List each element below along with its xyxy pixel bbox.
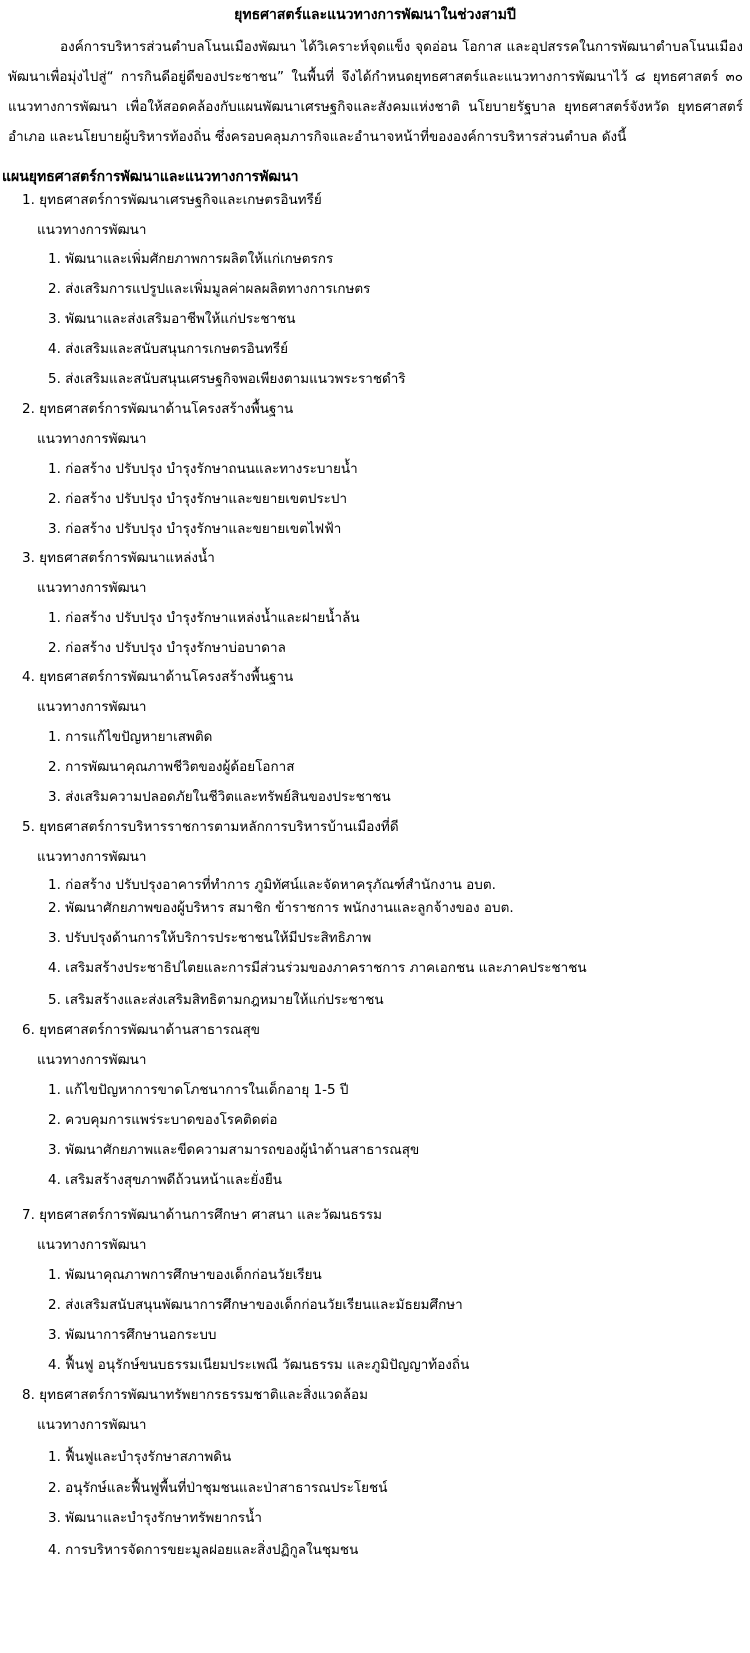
approach-item: 2. ควบคุมการแพร่ระบาดของโรคติดต่อ bbox=[48, 1112, 278, 1128]
approach-item: 2. พัฒนาศักยภาพของผู้บริหาร สมาชิก ข้าราชการ พนักงานและลูกจ้างของ อบต. bbox=[48, 900, 514, 916]
approach-item: 3. พัฒนาและส่งเสริมอาชีพให้แก่ประชาชน bbox=[48, 311, 296, 327]
approach-item: 2. ก่อสร้าง ปรับปรุง บำรุงรักษาบ่อบาดาล bbox=[48, 640, 286, 656]
approach-item: 3. พัฒนาและบำรุงรักษาทรัพยากรน้ำ bbox=[48, 1510, 262, 1526]
strategy-title: 2. ยุทธศาสตร์การพัฒนาด้านโครงสร้างพื้นฐาน bbox=[22, 401, 294, 417]
approach-label: แนวทางการพัฒนา bbox=[37, 431, 147, 447]
document-title: ยุทธศาสตร์และแนวทางการพัฒนาในช่วงสามปี bbox=[234, 7, 516, 23]
approach-label: แนวทางการพัฒนา bbox=[37, 580, 147, 596]
approach-item: 3. ส่งเสริมความปลอดภัยในชีวิตและทรัพย์สินของประชาชน bbox=[48, 789, 391, 805]
strategy-title: 6. ยุทธศาสตร์การพัฒนาด้านสาธารณสุข bbox=[22, 1022, 260, 1038]
approach-item: 5. เสริมสร้างและส่งเสริมสิทธิตามกฎหมายให้แก่ประชาชน bbox=[48, 992, 384, 1008]
approach-item: 2. ส่งเสริมการแปรูปและเพิ่มมูลค่าผลผลิตทางการเกษตร bbox=[48, 281, 371, 297]
approach-item: 2. อนุรักษ์และฟื้นฟูพื้นที่ป่าชุมชนและป่าสาธารณประโยชน์ bbox=[48, 1480, 388, 1496]
approach-label: แนวทางการพัฒนา bbox=[37, 1417, 147, 1433]
approach-item: 4. การบริหารจัดการขยะมูลฝอยและสิ่งปฏิกูลในชุมชน bbox=[48, 1542, 359, 1558]
approach-item: 2. การพัฒนาคุณภาพชีวิตของผู้ด้อยโอกาส bbox=[48, 759, 295, 775]
approach-item: 1. แก้ไขปัญหาการขาดโภชนาการในเด็กอายุ 1-5 ปี bbox=[48, 1082, 349, 1098]
strategy-title: 4. ยุทธศาสตร์การพัฒนาด้านโครงสร้างพื้นฐาน bbox=[22, 669, 294, 685]
approach-label: แนวทางการพัฒนา bbox=[37, 1237, 147, 1253]
approach-item: 4. ส่งเสริมและสนับสนุนการเกษตรอินทรีย์ bbox=[48, 341, 289, 357]
strategy-title: 7. ยุทธศาสตร์การพัฒนาด้านการศึกษา ศาสนา และวัฒนธรรม bbox=[22, 1207, 382, 1223]
approach-item: 4. ฟื้นฟู อนุรักษ์ขนบธรรมเนียมประเพณี วัฒนธรรม และภูมิปัญญาท้องถิ่น bbox=[48, 1357, 470, 1373]
approach-item: 5. ส่งเสริมและสนับสนุนเศรษฐกิจพอเพียงตามแนวพระราชดำริ bbox=[48, 371, 406, 387]
approach-item: 2. ก่อสร้าง ปรับปรุง บำรุงรักษาและขยายเขตประปา bbox=[48, 491, 348, 507]
approach-item: 1. ก่อสร้าง ปรับปรุงอาคารที่ทำการ ภูมิทัศน์และจัดหาครุภัณฑ์สำนักงาน อบต. bbox=[48, 877, 496, 893]
approach-item: 3. พัฒนาการศึกษานอกระบบ bbox=[48, 1327, 217, 1343]
approach-item: 1. พัฒนาและเพิ่มศักยภาพการผลิตให้แก่เกษตรกร bbox=[48, 251, 334, 267]
plan-heading: แผนยุทธศาสตร์การพัฒนาและแนวทางการพัฒนา bbox=[2, 169, 299, 185]
approach-item: 3. ก่อสร้าง ปรับปรุง บำรุงรักษาและขยายเขตไฟฟ้า bbox=[48, 521, 342, 537]
approach-label: แนวทางการพัฒนา bbox=[37, 1052, 147, 1068]
approach-item: 1. ฟื้นฟูและบำรุงรักษาสภาพดิน bbox=[48, 1449, 232, 1465]
intro-paragraph: องค์การบริหารส่วนตำบลโนนเมืองพัฒนา ได้วิเคราะห์จุดแข็ง จุดอ่อน โอกาส และอุปสรรคในการพัฒนาตำบลโนนเมืองพัฒนาเพื่อมุ่งไปสู่“ การกินดีอยู่ดีของประชาชน” ในพื้นที่ จึงได้กำหนดยุทธศาสตร์และแนวทางการพัฒนาไว้ ๘ ยุทธศาสตร์ ๓๐ แนวทางการพัฒนา เพื่อให้สอดคล้องกับแผนพัฒนาเศรษฐกิจและสังคมแห่งชาติ นโยบายรัฐบาล ยุทธศาสตร์จังหวัด ยุทธศาสตร์อำเภอ และนโยบายผู้บริหารท้องถิ่น ซึ่งครอบคลุมภารกิจและอำนาจหน้าที่ขององค์การบริหารส่วนตำบล ดังนี้ bbox=[8, 39, 743, 145]
approach-item: 1. พัฒนาคุณภาพการศึกษาของเด็กก่อนวัยเรียน bbox=[48, 1267, 322, 1283]
approach-label: แนวทางการพัฒนา bbox=[37, 222, 147, 238]
strategy-title: 8. ยุทธศาสตร์การพัฒนาทรัพยากรธรรมชาติและสิ่งแวดล้อม bbox=[22, 1387, 369, 1403]
approach-item: 1. ก่อสร้าง ปรับปรุง บำรุงรักษาแหล่งน้ำและฝายน้ำล้น bbox=[48, 610, 360, 626]
approach-label: แนวทางการพัฒนา bbox=[37, 849, 147, 865]
approach-item: 4. เสริมสร้างประชาธิปไตยและการมีส่วนร่วมของภาคราชการ ภาคเอกชน และภาคประชาชน bbox=[48, 960, 587, 976]
strategy-title: 3. ยุทธศาสตร์การพัฒนาแหล่งน้ำ bbox=[22, 550, 215, 566]
approach-item: 1. ก่อสร้าง ปรับปรุง บำรุงรักษาถนนและทางระบายน้ำ bbox=[48, 461, 358, 477]
strategy-title: 1. ยุทธศาสตร์การพัฒนาเศรษฐกิจและเกษตรอินทรีย์ bbox=[22, 192, 322, 208]
approach-item: 3. ปรับปรุงด้านการให้บริการประชาชนให้มีประสิทธิภาพ bbox=[48, 930, 372, 946]
approach-item: 4. เสริมสร้างสุขภาพดีถ้วนหน้าและยั่งยืน bbox=[48, 1172, 283, 1188]
approach-item: 3. พัฒนาศักยภาพและขีดความสามารถของผู้นำด้านสาธารณสุข bbox=[48, 1142, 420, 1158]
strategy-title: 5. ยุทธศาสตร์การบริหารราชการตามหลักการบริหารบ้านเมืองที่ดี bbox=[22, 819, 399, 835]
approach-label: แนวทางการพัฒนา bbox=[37, 699, 147, 715]
approach-item: 2. ส่งเสริมสนับสนุนพัฒนาการศึกษาของเด็กก่อนวัยเรียนและมัธยมศึกษา bbox=[48, 1297, 463, 1313]
approach-item: 1. การแก้ไขปัญหายาเสพติด bbox=[48, 729, 213, 745]
